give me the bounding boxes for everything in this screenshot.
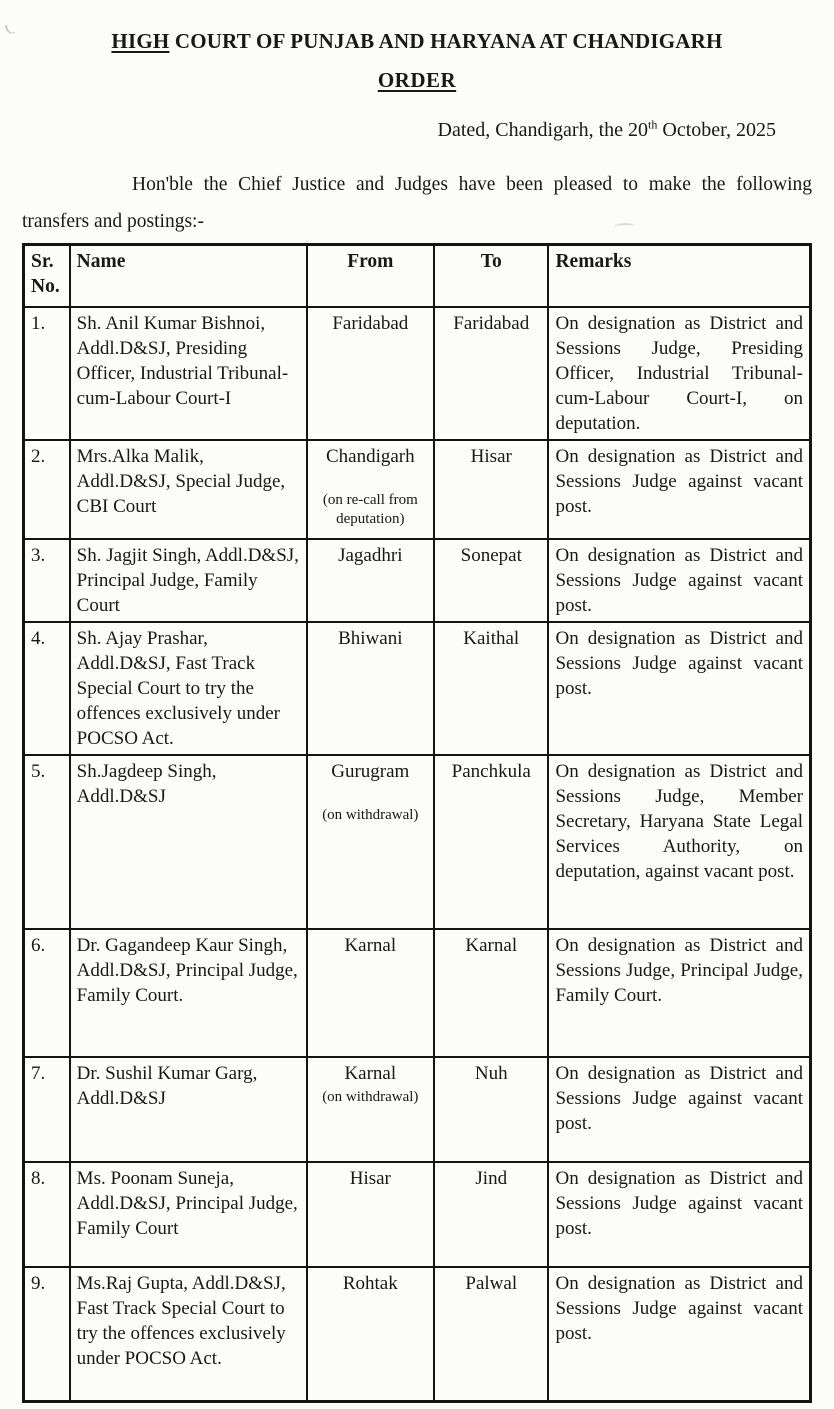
cell-to: Jind xyxy=(434,1162,548,1267)
cell-from xyxy=(307,1057,434,1162)
cell-remarks: On designation as District and Sessions Judge against vacant post. xyxy=(548,539,810,622)
cell-from xyxy=(307,440,434,539)
title-underlined-word: HIGH xyxy=(111,29,170,53)
date-prefix: Dated, Chandigarh, the 20 xyxy=(437,119,649,141)
from-note: (on withdrawal) xyxy=(322,1088,419,1105)
from-note: (on re-call from deputation) xyxy=(322,491,418,527)
header-name: Name xyxy=(70,245,307,307)
cell-from xyxy=(307,539,434,622)
cell-name: Sh. Ajay Prashar, Addl.D&SJ, Fast Track Special Court to try the offences exclusively under POCSO Act. xyxy=(70,622,307,755)
header-from: From xyxy=(307,245,434,307)
cell-remarks: On designation as District and Sessions Judge against vacant post. xyxy=(548,1267,810,1402)
order-heading: ORDER xyxy=(377,68,457,92)
table-row xyxy=(24,539,811,622)
from-station: Chandigarh xyxy=(325,445,415,467)
cell-to: Hisar xyxy=(434,440,548,539)
table-row xyxy=(24,440,811,539)
cell-name: Sh. Jagjit Singh, Addl.D&SJ, Principal Judge, Family Court xyxy=(70,539,307,622)
cell-name: Dr. Gagandeep Kaur Singh, Addl.D&SJ, Principal Judge, Family Court. xyxy=(70,929,307,1057)
from-note: (on withdrawal) xyxy=(322,806,419,823)
table-row xyxy=(24,755,811,929)
cell-name: Sh.Jagdeep Singh, Addl.D&SJ xyxy=(70,755,307,929)
table-row xyxy=(24,1057,811,1162)
from-station: Bhiwani xyxy=(338,627,403,649)
cell-remarks: On designation as District and Sessions Judge, Principal Judge, Family Court. xyxy=(548,929,810,1057)
from-station: Karnal xyxy=(344,934,397,956)
cell-remarks: On designation as District and Sessions Judge against vacant post. xyxy=(548,440,810,539)
cell-from xyxy=(307,755,434,929)
cell-name: Mrs.Alka Malik, Addl.D&SJ, Special Judge, CBI Court xyxy=(70,440,307,539)
from-station: Hisar xyxy=(349,1167,391,1189)
table-row xyxy=(24,307,811,440)
cell-sr-no: 5. xyxy=(24,755,70,929)
cell-to: Nuh xyxy=(434,1057,548,1162)
cell-to: Faridabad xyxy=(434,307,548,440)
cell-from xyxy=(307,1162,434,1267)
cell-from xyxy=(307,622,434,755)
header-to: To xyxy=(434,245,548,307)
cell-sr-no: 4. xyxy=(24,622,70,755)
date-line xyxy=(22,117,812,143)
from-station: Jagadhri xyxy=(338,544,403,566)
cell-to: Karnal xyxy=(434,929,548,1057)
title-rest: COURT OF PUNJAB AND HARYANA AT CHANDIGARH xyxy=(169,29,723,53)
cell-from xyxy=(307,307,434,440)
from-station: Gurugram xyxy=(331,760,410,782)
cell-sr-no: 7. xyxy=(24,1057,70,1162)
table-row xyxy=(24,1162,811,1267)
cell-sr-no: 3. xyxy=(24,539,70,622)
header-sr-no: Sr. No. xyxy=(24,245,70,307)
cell-remarks: On designation as District and Sessions Judge, Member Secretary, Haryana State Legal Services Authority, on deputation, against vacant post. xyxy=(548,755,810,929)
cell-to: Kaithal xyxy=(434,622,548,755)
transfers-table xyxy=(22,243,812,1403)
cell-sr-no: 6. xyxy=(24,929,70,1057)
cell-remarks: On designation as District and Sessions Judge against vacant post. xyxy=(548,622,810,755)
table-header-row xyxy=(24,245,811,307)
date-suffix: October, 2025 xyxy=(657,119,776,141)
table-row xyxy=(24,1267,811,1402)
cell-name: Ms.Raj Gupta, Addl.D&SJ, Fast Track Special Court to try the offences exclusively under POCSO Act. xyxy=(70,1267,307,1402)
intro-paragraph: Hon'ble the Chief Justice and Judges have been pleased to make the following transfers and postings:- xyxy=(22,174,812,232)
table-row xyxy=(24,622,811,755)
cell-from xyxy=(307,1267,434,1402)
from-station: Rohtak xyxy=(342,1272,398,1294)
cell-name: Ms. Poonam Suneja, Addl.D&SJ, Principal Judge, Family Court xyxy=(70,1162,307,1267)
cell-from xyxy=(307,929,434,1057)
cell-remarks: On designation as District and Sessions Judge, Presiding Officer, Industrial Tribunal-cum-Labour Court-I, on deputation. xyxy=(548,307,810,440)
cell-name: Sh. Anil Kumar Bishnoi, Addl.D&SJ, Presiding Officer, Industrial Tribunal-cum-Labour Court-I xyxy=(70,307,307,440)
header-remarks: Remarks xyxy=(548,245,810,307)
cell-sr-no: 8. xyxy=(24,1162,70,1267)
cell-sr-no: 9. xyxy=(24,1267,70,1402)
cell-remarks: On designation as District and Sessions Judge against vacant post. xyxy=(548,1162,810,1267)
cell-to: Panchkula xyxy=(434,755,548,929)
cell-remarks: On designation as District and Sessions Judge against vacant post. xyxy=(548,1057,810,1162)
from-station: Karnal xyxy=(344,1062,397,1084)
table-row xyxy=(24,929,811,1057)
from-station: Faridabad xyxy=(332,312,409,334)
cell-name: Dr. Sushil Kumar Garg, Addl.D&SJ xyxy=(70,1057,307,1162)
document-title xyxy=(22,28,812,54)
cell-to: Sonepat xyxy=(434,539,548,622)
cell-sr-no: 1. xyxy=(24,307,70,440)
cell-to: Palwal xyxy=(434,1267,548,1402)
date-ordinal-superscript: th xyxy=(648,117,658,132)
cell-sr-no: 2. xyxy=(24,440,70,539)
scan-artifact-mark xyxy=(5,23,15,35)
